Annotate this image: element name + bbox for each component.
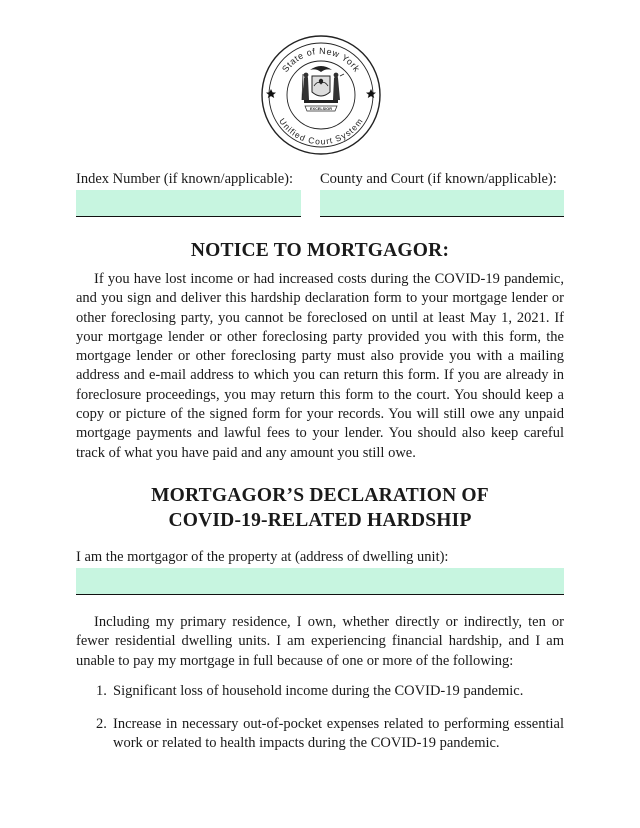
list-item-text: Increase in necessary out-of-pocket expenses related to performing essential work or related to health impacts during the COVID-19 pandemic. xyxy=(113,716,564,752)
address-field[interactable] xyxy=(76,568,564,595)
list-item-number: 1. xyxy=(96,683,107,699)
notice-body: If you have lost income or had increased costs during the COVID-19 pandemic, and you sign and deliver this hardship declaration form to your mortgage lender or other foreclosing party, you cannot be foreclosed on until at least May 1, 2021. If your mortgage lender or other foreclosing party provided you with this form, the mortgage lender or other foreclosing party must also provide you with a mailing address and e-mail address to which you can return this form. If you are already in foreclosure proceedings, you may return this form to the court. You should keep a copy or picture of the signed form for your records. You will still owe any unpaid mortgage payments and lawful fees to your lender. You should also keep careful track of what you have paid and any amount you still owe. xyxy=(76,271,564,461)
list-item xyxy=(76,715,564,754)
court-seal xyxy=(260,34,382,156)
seal-motto: EXCELSIOR xyxy=(310,107,332,112)
list-item-number: 2. xyxy=(96,716,107,732)
notice-title: NOTICE TO MORTGAGOR: xyxy=(190,240,450,261)
declaration-title-line2: COVID-19-RELATED HARDSHIP xyxy=(168,510,472,531)
declaration-title-line1: MORTGAGOR’S DECLARATION OF xyxy=(151,485,489,506)
seal-top-text: State of New York xyxy=(280,45,363,74)
declaration-intro: Including my primary residence, I own, whether directly or indirectly, ten or fewer residential dwelling units. I am experiencing financial hardship, and I am unable to pay my mortgage in full because of one or more of the following: xyxy=(76,614,564,669)
seal-bottom-text: Unified Court System xyxy=(277,116,365,147)
list-item xyxy=(76,682,564,701)
list-item-text: Significant loss of household income during the COVID-19 pandemic. xyxy=(113,683,524,699)
seal-eagle-icon xyxy=(310,66,332,72)
county-court-label: County and Court (if known/applicable): xyxy=(320,171,557,187)
county-court-field[interactable] xyxy=(320,190,564,217)
address-label: I am the mortgagor of the property at (address of dwelling unit): xyxy=(76,549,449,565)
seal-justice-figure-icon xyxy=(333,76,340,100)
index-number-field[interactable] xyxy=(76,190,301,217)
seal-star-left-icon xyxy=(266,89,276,98)
seal-star-right-icon xyxy=(366,89,376,98)
index-number-label: Index Number (if known/applicable): xyxy=(76,171,294,187)
